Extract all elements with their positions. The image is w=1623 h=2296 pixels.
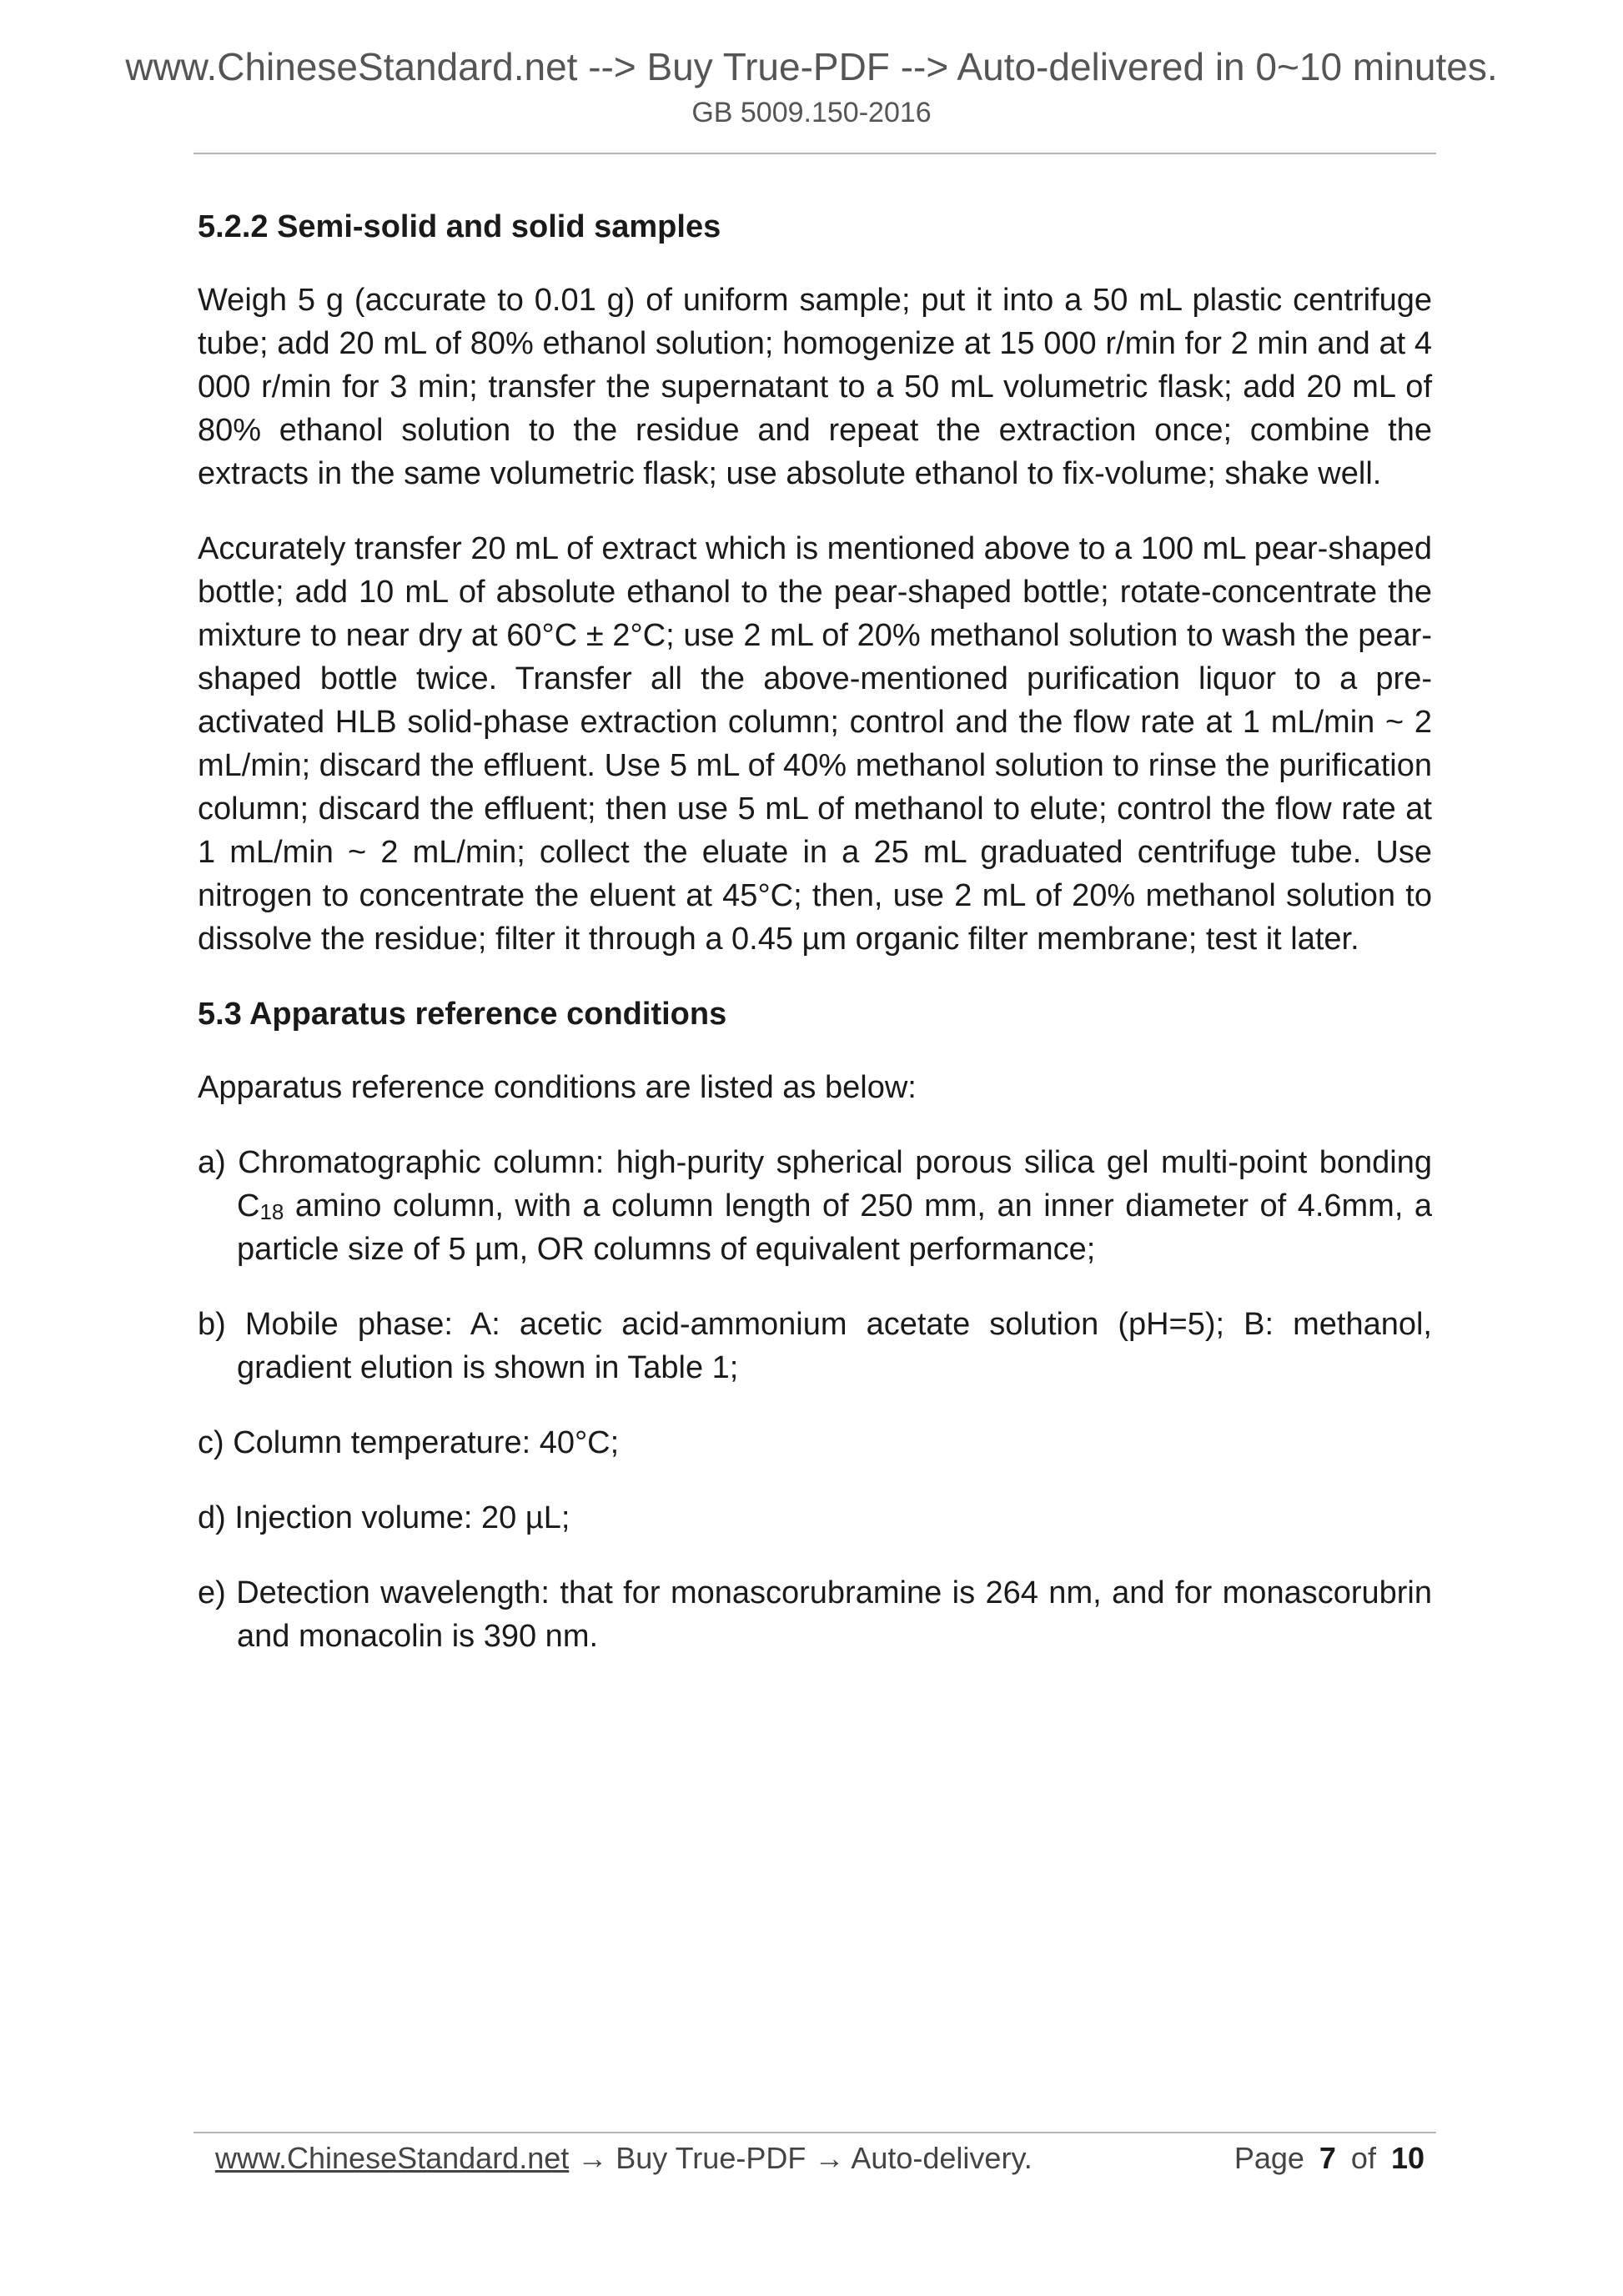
list-item-a-text-end: amino column, with a column length of 250 mm, an inner diameter of 4.6mm, a particle size of 5 µm, OR columns of equivalent performance; xyxy=(237,1188,1432,1267)
section-5-3-title: 5.3 Apparatus reference conditions xyxy=(198,997,727,1032)
list-item-b: b) Mobile phase: A: acetic acid-ammonium acetate solution (pH=5); B: methanol, gradient elution is shown in Table 1; xyxy=(198,1307,1432,1385)
footer-tagline: → Buy True-PDF → Auto-delivery. xyxy=(577,2141,1033,2175)
footer-website-link[interactable]: www.ChineseStandard.net xyxy=(215,2141,570,2175)
standard-code: GB 5009.150-2016 xyxy=(691,97,932,128)
header-banner: www.ChineseStandard.net --> Buy True-PDF --> Auto-delivered in 0~10 minutes. xyxy=(125,45,1498,88)
page-current: 7 xyxy=(1319,2141,1336,2175)
list-item-d: d) Injection volume: 20 µL; xyxy=(198,1500,570,1535)
section-5-3-intro: Apparatus reference conditions are listed as below: xyxy=(198,1070,917,1105)
header-divider xyxy=(193,153,1436,154)
list-item-a-text-start: a) Chromatographic column: high-purity spherical porous silica gel multi-point bonding C xyxy=(198,1145,1432,1223)
list-item-a xyxy=(198,1141,1432,1271)
list-item-e: e) Detection wavelength: that for monascorubramine is 264 nm, and for monascorubrin and monacolin is 390 nm. xyxy=(198,1575,1432,1654)
page-indicator xyxy=(1234,2141,1425,2176)
section-5-2-2-paragraph-2: Accurately transfer 20 mL of extract which is mentioned above to a 100 mL pear-shaped bottle; add 10 mL of absolute ethanol to the pear-shaped bottle; rotate-concentrate the mixture to near dry at 60°C ± 2°C; use 2 mL of 20% methanol solution to wash the pear-shaped bottle twice. Transfer all the above-mentioned purification liquor to a pre-activated HLB solid-phase extraction column; control and the flow rate at 1 mL/min ~ 2 mL/min; discard the effluent. Use 5 mL of 40% methanol solution to rinse the purification column; discard the effluent; then use 5 mL of methanol to elute; control the flow rate at 1 mL/min ~ 2 mL/min; collect the eluate in a 25 mL graduated centrifuge tube. Use nitrogen to concentrate the eluent at 45°C; then, use 2 mL of 20% methanol solution to dissolve the residue; filter it through a 0.45 µm organic filter membrane; test it later. xyxy=(198,531,1432,957)
section-5-2-2-title: 5.2.2 Semi-solid and solid samples xyxy=(198,209,721,244)
footer-divider xyxy=(193,2132,1436,2133)
page-of-label: of xyxy=(1350,2141,1376,2175)
page-label: Page xyxy=(1234,2141,1304,2175)
document-body xyxy=(198,205,1432,1658)
footer-left xyxy=(215,2141,1033,2176)
list-item-a-subscript: 18 xyxy=(259,1199,284,1224)
section-5-2-2-paragraph-1: Weigh 5 g (accurate to 0.01 g) of uniform sample; put it into a 50 mL plastic centrifuge tube; add 20 mL of 80% ethanol solution; homogenize at 15 000 r/min for 2 min and at 4 000 r/min for 3 min; transfer the supernatant to a 50 mL volumetric flask; add 20 mL of 80% ethanol solution to the residue and repeat the extraction once; combine the extracts in the same volumetric flask; use absolute ethanol to fix-volume; shake well. xyxy=(198,283,1432,491)
page-total: 10 xyxy=(1390,2141,1425,2175)
list-item-c: c) Column temperature: 40°C; xyxy=(198,1425,620,1460)
